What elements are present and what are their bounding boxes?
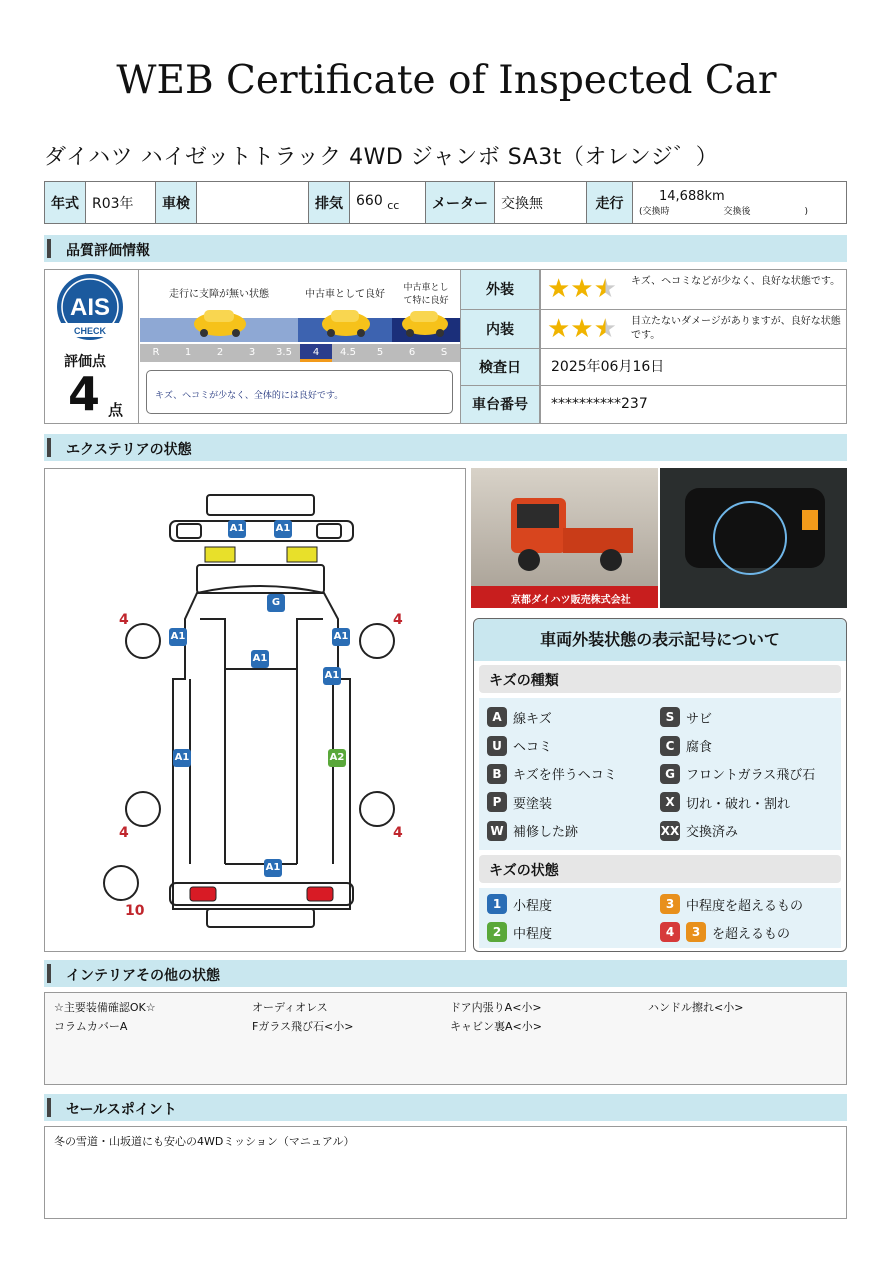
state-code: 2: [487, 922, 507, 942]
ais-logo-icon: [52, 273, 132, 345]
scale-head-1-text: 走行に支障が無い状態: [169, 289, 269, 300]
legend-state-item: [487, 922, 660, 942]
meter-photo: [660, 468, 847, 608]
kind-label: 要塗装: [513, 796, 553, 812]
scale-step: 6: [408, 347, 416, 358]
state-label: 中程度を超えるもの: [686, 898, 804, 914]
legend-kind-item: [487, 761, 660, 787]
legend-kind-item: [660, 789, 833, 815]
interior-item: ハンドル擦れ<小>: [648, 1001, 744, 1014]
damage-mark: A1: [173, 749, 191, 767]
scale-head-3-text: 中古車として特に良好: [403, 283, 449, 306]
interior-rating-label: 内装: [460, 309, 540, 349]
kind-label: サビ: [686, 711, 713, 727]
legend-kinds-title: キズの種類: [479, 665, 841, 693]
state-code: 1: [487, 894, 507, 914]
kind-label: フロントガラス飛び石: [686, 768, 816, 784]
kind-label: キズを伴うヘコミ: [513, 768, 617, 784]
kind-code: C: [660, 736, 680, 756]
state-label: 中程度: [513, 926, 553, 942]
shaken-label: 車検: [156, 182, 197, 224]
ais-logo-text: AIS: [69, 294, 111, 321]
kind-code: P: [487, 792, 507, 812]
displacement-cell: [350, 182, 426, 224]
legend-kind-item: [487, 732, 660, 758]
mileage-label: 走行: [587, 182, 633, 224]
legend-state-item: [487, 894, 660, 914]
inspection-date-label: 検査日: [460, 348, 540, 386]
kind-label: 腐食: [686, 740, 713, 756]
car-photo: [471, 468, 658, 608]
tire-fl-value: 4: [119, 612, 129, 628]
meter-label: メーター: [426, 182, 495, 224]
legend-panel: [473, 618, 847, 952]
kind-label: 切れ・破れ・割れ: [686, 796, 791, 812]
exterior-stars-icon: ★★★: [547, 274, 617, 304]
speedometer-icon: [660, 468, 847, 608]
state-code: 4: [660, 922, 680, 942]
exterior-rating-label: 外装: [460, 269, 540, 310]
chassis-label: 車台番号: [460, 385, 540, 424]
interior-stars-icon: ★★★: [547, 314, 617, 344]
sales-box: [44, 1126, 847, 1219]
state-label: を超えるもの: [712, 926, 791, 942]
mileage-sub: (交換時 交換後 ): [639, 206, 809, 217]
displacement-label: 排気: [309, 182, 350, 224]
interior-item: ☆主要装備確認OK☆: [54, 1001, 156, 1014]
interior-item: オーディオレス: [252, 1001, 328, 1014]
scale-step: 1: [184, 347, 192, 358]
scale-step: R: [152, 347, 160, 358]
tire-spare-value: 10: [125, 903, 145, 919]
exterior-header: エクステリアの状態: [44, 434, 847, 461]
interior-items: [45, 993, 846, 1034]
interior-item: Fガラス飛び石<小>: [252, 1020, 354, 1033]
legend-kind-item: [487, 818, 660, 844]
interior-rating-note: 目立たないダメージがありますが、良好な状態です。: [631, 316, 841, 341]
legend-kind-item: [487, 704, 660, 730]
meter-value: 交換無: [495, 182, 587, 224]
exterior-diagram: [44, 468, 466, 952]
kind-code: XX: [660, 821, 680, 841]
legend-kinds-grid: [479, 698, 841, 850]
displacement-unit: cc: [387, 198, 400, 212]
interior-header: インテリアその他の状態: [44, 960, 847, 987]
year-value: R03年: [86, 182, 156, 224]
interior-item: コラムカバーA: [54, 1020, 128, 1033]
score-unit: 点: [108, 401, 124, 419]
ais-cell: [44, 269, 139, 424]
car-name: ダイハツ ハイゼットトラック 4WD ジャンボ SA3t（オレンジ゛）: [44, 145, 719, 170]
kind-label: 線キズ: [513, 711, 552, 727]
scale-steps: [140, 344, 460, 362]
photo-caption: 京都ダイハツ販売株式会社: [471, 586, 658, 608]
scale-comment: キズ、ヘコミが少なく、全体的には良好です。: [146, 370, 453, 414]
kind-code: X: [660, 792, 680, 812]
state-label: 小程度: [513, 898, 553, 914]
legend-kind-item: [660, 732, 833, 758]
scale-step: 4: [300, 344, 332, 362]
damage-mark: A2: [328, 749, 346, 767]
exterior-rating-value: [540, 269, 847, 310]
basic-info-table: [44, 181, 847, 224]
kind-code: S: [660, 707, 680, 727]
scale-step: 4.5: [340, 347, 356, 358]
kind-label: ヘコミ: [513, 740, 553, 756]
damage-mark: A1: [169, 628, 187, 646]
sales-header: セールスポイント: [44, 1094, 847, 1121]
damage-mark: A1: [323, 667, 341, 685]
kind-code: W: [487, 821, 507, 841]
scale-step: 3: [248, 347, 256, 358]
state-code-2: 3: [686, 922, 706, 942]
scale-step: 2: [216, 347, 224, 358]
state-code: 3: [660, 894, 680, 914]
damage-mark: G: [267, 594, 285, 612]
kind-code: U: [487, 736, 507, 756]
quality-header: 品質評価情報: [44, 235, 847, 262]
legend-states-title: キズの状態: [479, 855, 841, 883]
scale-step: S: [440, 347, 448, 358]
inspection-date-value: 2025年06月16日: [540, 348, 847, 386]
legend-kind-item: [660, 818, 833, 844]
scale-step: 3.5: [276, 347, 292, 358]
interior-box: [44, 992, 847, 1085]
ais-check-text: CHECK: [73, 326, 107, 336]
damage-mark: A1: [332, 628, 350, 646]
score-value: 4: [68, 367, 101, 421]
score-label: 評価点: [64, 354, 106, 370]
kind-code: B: [487, 764, 507, 784]
displacement-value: 660: [356, 193, 383, 210]
kind-label: 交換済み: [686, 825, 739, 841]
page-title: WEB Certificate of Inspected Car: [116, 58, 777, 103]
tire-rl-value: 4: [119, 825, 129, 841]
legend-title: 車両外装状態の表示記号について: [474, 619, 846, 661]
damage-mark: A1: [228, 520, 246, 538]
tire-fr-value: 4: [393, 612, 403, 628]
kind-code: G: [660, 764, 680, 784]
mileage-cell: [633, 182, 847, 224]
damage-mark: A1: [264, 859, 282, 877]
mileage-value: 14,688km: [659, 188, 725, 204]
legend-kind-item: [660, 704, 833, 730]
scale-head-2-text: 中古車として良好: [305, 289, 385, 300]
truck-photo-icon: [471, 468, 658, 586]
sales-text: 冬の雪道・山坂道にも安心の4WDミッション（マニュアル）: [54, 1135, 355, 1148]
kind-label: 補修した跡: [513, 825, 579, 841]
truck-diagram-icon: [45, 469, 465, 951]
shaken-value: [197, 182, 309, 224]
kind-code: A: [487, 707, 507, 727]
car-icon-1: [190, 300, 250, 338]
interior-rating-value: [540, 309, 847, 349]
chassis-value: **********237: [540, 385, 847, 424]
tire-rr-value: 4: [393, 825, 403, 841]
damage-mark: A1: [251, 650, 269, 668]
legend-state-item: [660, 894, 833, 914]
car-icon-2: [318, 300, 374, 338]
scale-step: 5: [376, 347, 384, 358]
legend-kind-item: [660, 761, 833, 787]
interior-item: キャビン裏A<小>: [450, 1020, 542, 1033]
legend-kind-item: [487, 789, 660, 815]
year-label: 年式: [45, 182, 86, 224]
legend-states-grid: [479, 888, 841, 948]
exterior-rating-note: キズ、ヘコミなどが少なく、良好な状態です。: [631, 276, 841, 287]
damage-mark: A1: [274, 520, 292, 538]
interior-item: ドア内張りA<小>: [450, 1001, 542, 1014]
car-icon-3: [398, 302, 452, 338]
legend-state-item: [660, 922, 833, 942]
